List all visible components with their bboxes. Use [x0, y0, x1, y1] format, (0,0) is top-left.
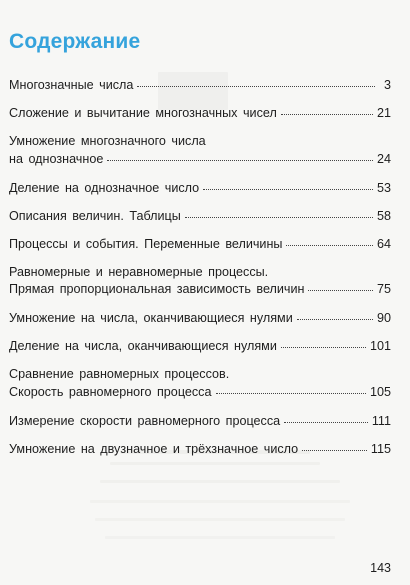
toc-leader-dots — [107, 159, 373, 161]
toc-entry — [9, 77, 391, 95]
toc-entry — [9, 105, 391, 123]
toc-page-number: 3 — [383, 78, 391, 92]
toc-page-number: 21 — [376, 106, 391, 120]
toc-entry-title: Многозначные числа — [9, 78, 134, 92]
toc-entry-title: Равномерные и неравномерные процессы. — [9, 264, 269, 279]
toc-leader-dots — [284, 421, 368, 423]
toc-entry — [9, 236, 391, 254]
toc-entry-last-line — [9, 105, 391, 123]
toc-page-number: 101 — [369, 339, 391, 353]
toc-entry-line — [9, 264, 391, 282]
toc-entry — [9, 338, 391, 356]
table-of-contents — [9, 77, 391, 458]
toc-entry-last-line — [9, 180, 391, 198]
toc-entry-title: Умножение многозначного числа — [9, 134, 206, 148]
toc-entry — [9, 441, 391, 459]
toc-entry-line — [9, 366, 391, 384]
toc-entry-last-line — [9, 338, 391, 356]
toc-entry-last-line — [9, 236, 391, 254]
toc-entry — [9, 133, 391, 168]
toc-entry-title: Деление на числа, оканчивающиеся нулями — [9, 339, 277, 353]
toc-entry-title: Скорость равномерного процесса — [9, 384, 212, 399]
toc-entry — [9, 264, 391, 299]
page-title: Содержание — [9, 30, 141, 53]
toc-leader-dots — [185, 216, 373, 218]
toc-entry-title: Деление на однозначное число — [9, 180, 200, 195]
toc-leader-dots — [281, 113, 373, 115]
toc-entry-title: Описания величин. Таблицы — [9, 208, 181, 223]
toc-leader-dots — [308, 289, 373, 291]
show-through — [110, 462, 320, 465]
toc-entry-title: Измерение скорости равномерного процесса — [9, 413, 281, 428]
show-through — [90, 500, 350, 503]
toc-entry — [9, 208, 391, 226]
toc-leader-dots — [281, 346, 366, 348]
toc-entry — [9, 366, 391, 401]
toc-entry-last-line — [9, 281, 391, 299]
show-through — [105, 536, 335, 539]
toc-page-number: 24 — [376, 151, 391, 166]
toc-entry-last-line — [9, 77, 391, 95]
toc-entry — [9, 413, 391, 431]
toc-entry-last-line — [9, 208, 391, 226]
toc-entry-line — [9, 133, 391, 151]
toc-entry-last-line — [9, 384, 391, 402]
toc-page-number: 58 — [376, 208, 391, 223]
toc-leader-dots — [137, 85, 375, 87]
page-number: 143 — [370, 561, 391, 575]
toc-entry-title: Сложение и вычитание многозначных чисел — [9, 106, 277, 120]
toc-page-number: 105 — [369, 384, 391, 399]
toc-entry — [9, 310, 391, 328]
toc-leader-dots — [203, 188, 373, 190]
toc-entry-title: Умножение на двузначное и трёхзначное число — [9, 441, 299, 456]
toc-leader-dots — [297, 318, 373, 320]
toc-entry-last-line — [9, 441, 391, 459]
toc-entry-last-line — [9, 310, 391, 328]
toc-page-number: 53 — [376, 180, 391, 195]
toc-leader-dots — [216, 392, 366, 394]
toc-page-number: 64 — [376, 236, 391, 251]
toc-page-number: 75 — [376, 282, 391, 296]
toc-entry-title: Процессы и события. Переменные величины — [9, 236, 283, 251]
toc-entry — [9, 180, 391, 198]
toc-leader-dots — [286, 244, 373, 246]
toc-page-number: 90 — [376, 311, 391, 325]
toc-entry-title: Умножение на числа, оканчивающиеся нулями — [9, 311, 293, 325]
show-through — [95, 518, 345, 521]
toc-entry-title: Сравнение равномерных процессов. — [9, 367, 230, 381]
toc-page-number: 115 — [370, 441, 391, 456]
toc-entry-title: на однозначное — [9, 151, 104, 166]
toc-page-number: 111 — [371, 413, 391, 428]
toc-entry-last-line — [9, 413, 391, 431]
show-through — [100, 480, 340, 483]
toc-entry-last-line — [9, 151, 391, 169]
toc-entry-title: Прямая пропорциональная зависимость величин — [9, 282, 305, 296]
toc-leader-dots — [302, 449, 367, 451]
